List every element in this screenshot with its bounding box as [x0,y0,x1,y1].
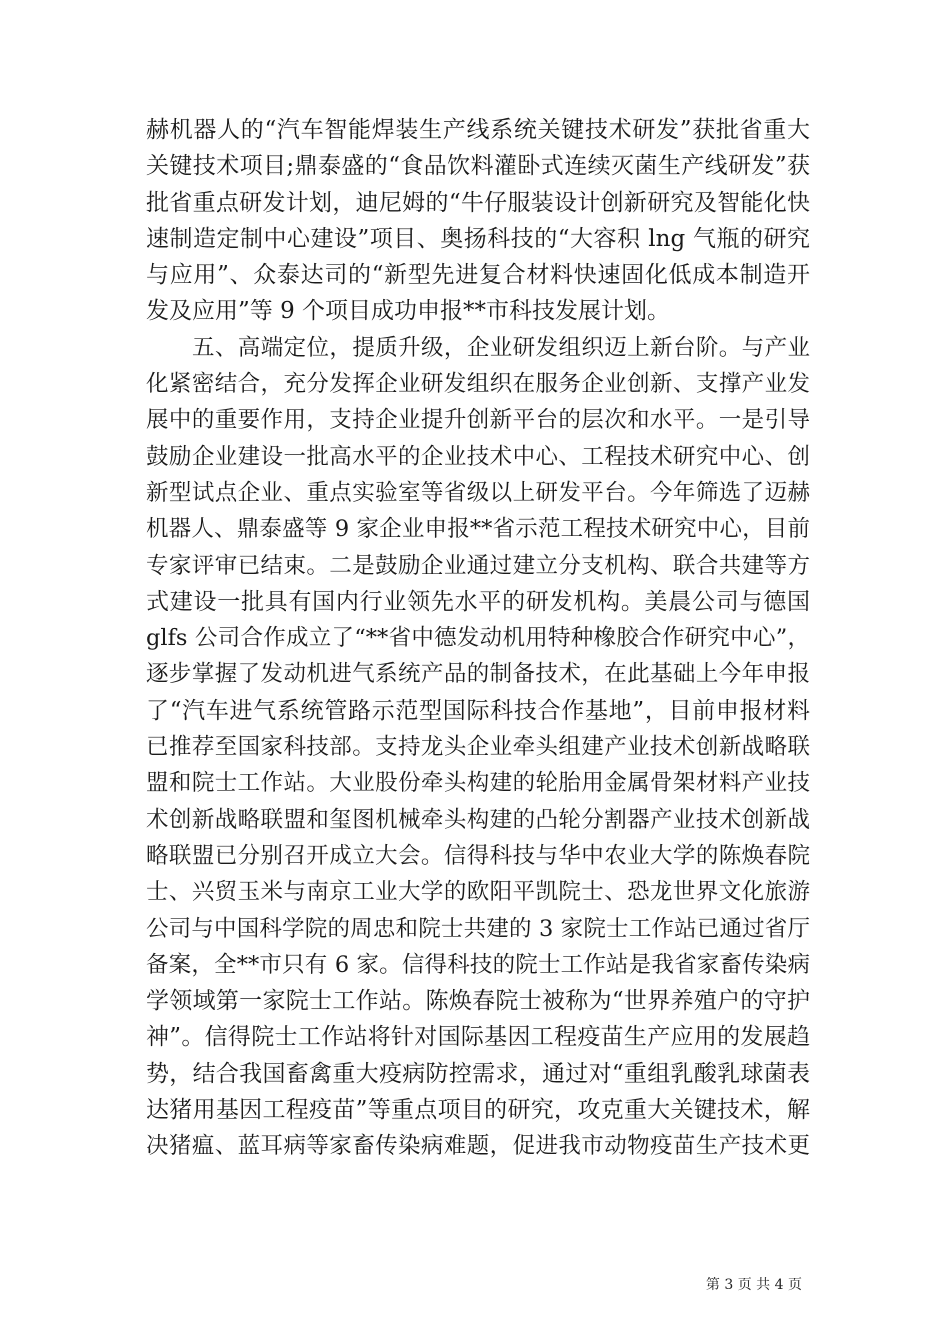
text-line: 学领域第一家院士工作站。陈焕春院士被称为“世界养殖户的守护 [146,988,810,1015]
page-number: 第 3 页 共 4 页 [705,1277,802,1293]
text-line: 化紧密结合，充分发挥企业研发组织在服务企业创新、支撑产业发 [146,371,810,398]
text-line: 鼓励企业建设一批高水平的企业技术中心、工程技术研究中心、创 [146,443,810,470]
section-heading-line: 五、高端定位，提质升级，企业研发组织迈上新台阶。与产业 [192,334,810,361]
text-line: 速制造定制中心建设”项目、奥扬科技的“大容积 lng 气瓶的研究 [146,225,810,252]
text-line: 术创新战略联盟和玺图机械牵头构建的凸轮分割器产业技术创新战 [146,806,810,833]
text-line: 势，结合我国畜禽重大疫病防控需求，通过对“重组乳酸乳球菌表 [146,1060,810,1087]
text-line: 赫机器人的“汽车智能焊装生产线系统关键技术研发”获批省重大 [146,117,810,143]
text-line: 机器人、鼎泰盛等 9 家企业申报**省示范工程技术研究中心，目前 [146,516,810,543]
text-line: 关键技术项目;鼎泰盛的“食品饮料灌卧式连续灭菌生产线研发”获 [146,153,810,180]
body-text [146,112,810,1165]
text-line: 批省重点研发计划，迪尼姆的“牛仔服装设计创新研究及智能化快 [146,189,810,216]
text-line: 盟和院士工作站。大业股份牵头构建的轮胎用金属骨架材料产业技 [146,770,810,797]
text-line: 与应用”、众泰达司的“新型先进复合材料快速固化低成本制造开 [146,262,810,289]
text-line: 新型试点企业、重点实验室等省级以上研发平台。今年筛选了迈赫 [146,479,810,506]
text-line: 了“汽车进气系统管路示范型国际科技合作基地”，目前申报材料 [146,697,810,724]
text-line: 已推荐至国家科技部。支持龙头企业牵头组建产业技术创新战略联 [146,734,810,761]
text-line: 公司与中国科学院的周忠和院士共建的 3 家院士工作站已通过省厅 [146,915,810,942]
text-line: 略联盟已分别召开成立大会。信得科技与华中农业大学的陈焕春院 [146,842,810,869]
text-line: 神”。信得院士工作站将针对国际基因工程疫苗生产应用的发展趋 [146,1024,810,1051]
text-line: 达猪用基因工程疫苗”等重点项目的研究，攻克重大关键技术，解 [146,1097,810,1124]
text-line: 备案，全**市只有 6 家。信得科技的院士工作站是我省家畜传染病 [146,951,810,978]
text-line: 式建设一批具有国内行业领先水平的研发机构。美晨公司与德国 [146,588,810,615]
text-line: 展中的重要作用，支持企业提升创新平台的层次和水平。一是引导 [146,407,810,434]
text-line: 决猪瘟、蓝耳病等家畜传染病难题，促进我市动物疫苗生产技术更 [146,1133,810,1160]
text-line: 发及应用”等 9 个项目成功申报**市科技发展计划。 [146,298,671,325]
text-line: 逐步掌握了发动机进气系统产品的制备技术，在此基础上今年申报 [146,661,810,688]
text-line: 士、兴贸玉米与南京工业大学的欧阳平凯院士、恐龙世界文化旅游 [146,879,810,906]
text-line: 专家评审已结束。二是鼓励企业通过建立分支机构、联合共建等方 [146,552,810,579]
text-line: glfs 公司合作成立了“**省中德发动机用特种橡胶合作研究中心”， [146,625,810,652]
